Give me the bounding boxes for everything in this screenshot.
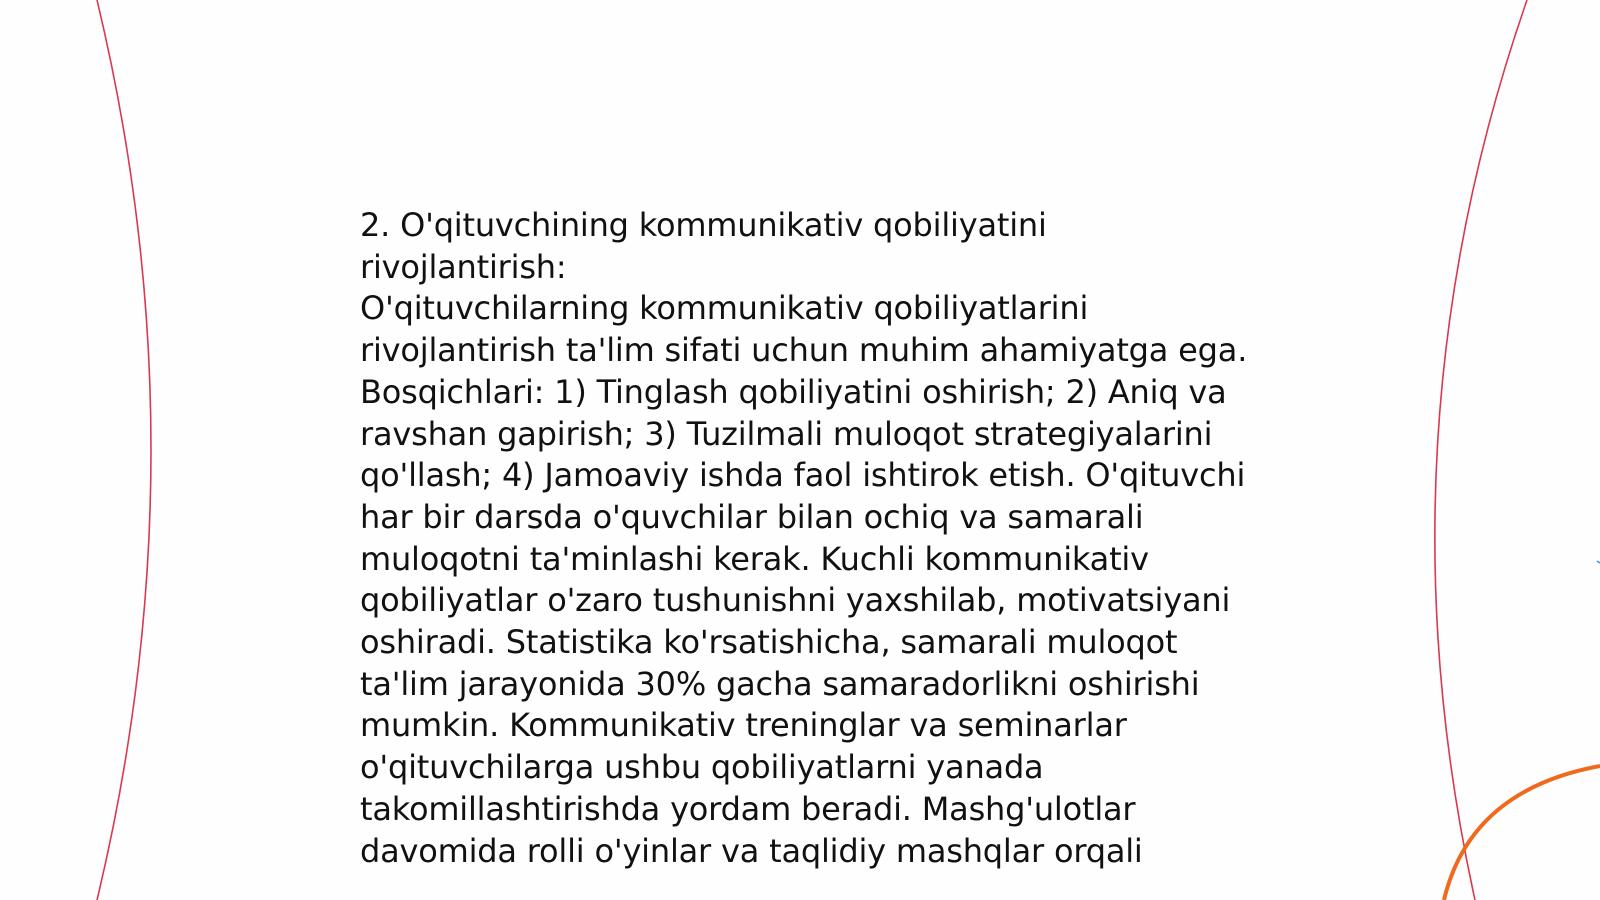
left-curve-decoration — [97, 0, 151, 900]
right-curve-decoration — [1435, 0, 1527, 900]
slide-heading: 2. O'qituvchining kommunikativ qobiliyatini rivojlantirish: — [360, 206, 1047, 286]
slide-text-block — [360, 205, 1250, 872]
orange-arc-decoration — [1444, 766, 1600, 900]
slide-body-text: O'qituvchilarning kommunikativ qobiliyatlarini rivojlantirish ta'lim sifati uchun muhim ahamiyatga ega. Bosqichlari: 1) Tinglash qobiliyatini oshirish; 2) Aniq va ravshan gapirish; 3) Tuzilmali muloqot strategiyalarini qo'llash; 4) Jamoaviy ishda faol ishtirok etish. O'qituvchi har bir darsda o'quvchilar bilan ochiq va samarali muloqotni ta'minlashi kerak. Kuchli kommunikativ qobiliyatlar o'zaro tushunishni yaxshilab, motivatsiyani oshiradi. Statistika ko'rsatishicha, samarali muloqot ta'lim jarayonida 30% gacha samaradorlikni oshirishi mumkin. Kommunikativ treninglar va seminarlar o'qituvchilarga ushbu qobiliyatlarni yanada takomillashtirishda yordam beradi. Mashg'ulotlar davomida rolli o'yinlar va taqlidiy mashqlar orqali — [360, 289, 1248, 870]
